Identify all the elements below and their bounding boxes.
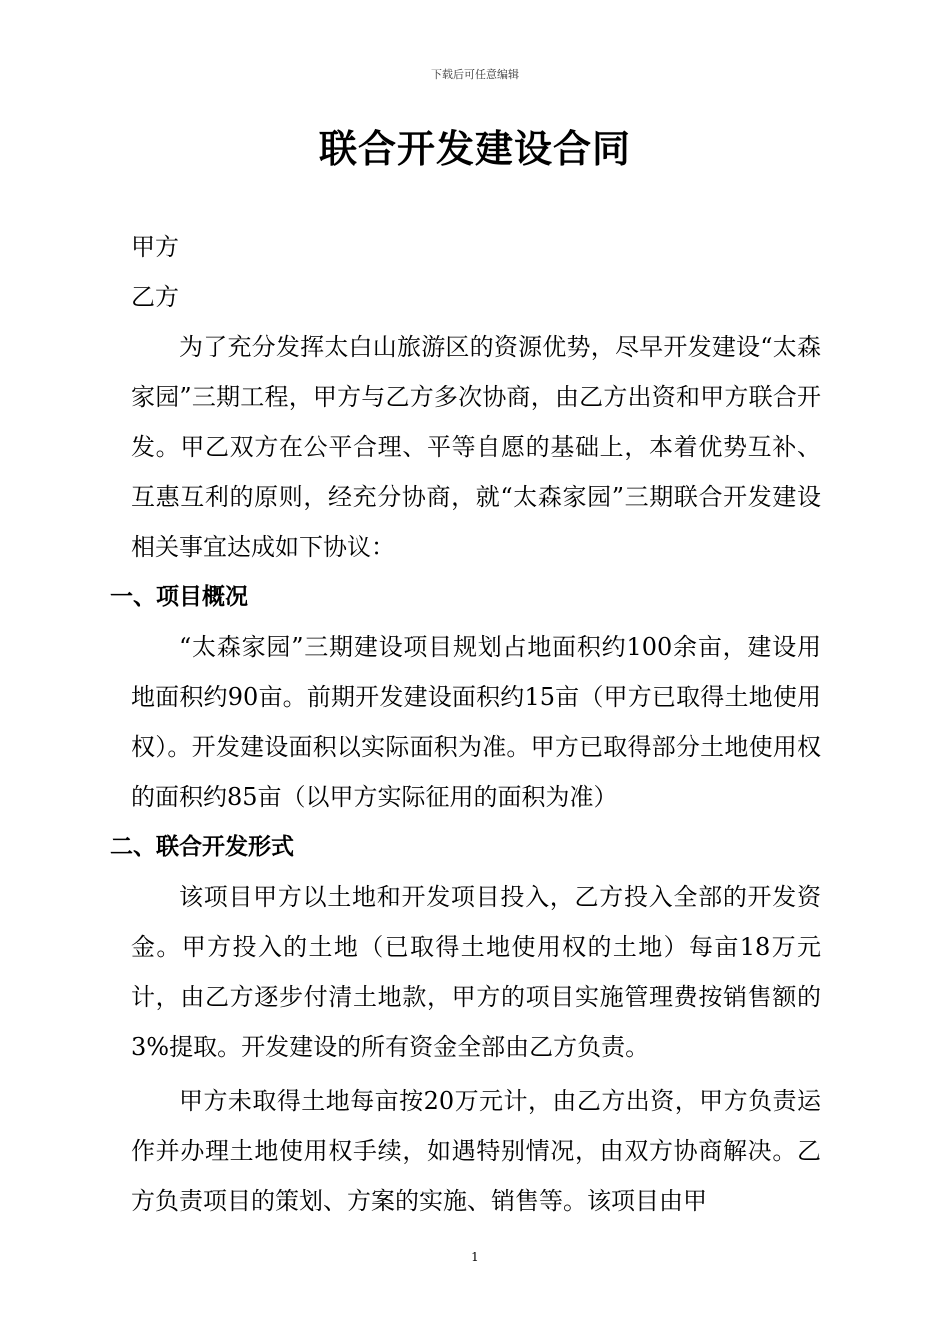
document-body bbox=[110, 222, 821, 1226]
page-header-note: 下载后可任意编辑 bbox=[431, 68, 519, 81]
section-heading-development-form: 二、联合开发形式 bbox=[110, 834, 294, 860]
development-form-paragraph-2: 甲方未取得土地每亩按20万元计，由乙方出资，甲方负责运作并办理土地使用权手续，如遇特别情况，由双方协商解决。乙方负责项目的策划、方案的实施、销售等。该项目由甲 bbox=[131, 1087, 821, 1215]
section-heading-overview: 一、项目概况 bbox=[110, 584, 248, 610]
party-a-label: 甲方 bbox=[131, 233, 179, 261]
party-b-label: 乙方 bbox=[131, 283, 179, 311]
overview-paragraph: “太森家园”三期建设项目规划占地面积约100余亩，建设用地面积约90亩。前期开发建设面积约15亩（甲方已取得土地使用权）。开发建设面积以实际面积为准。甲方已取得部分土地使用权的面积约85亩（以甲方实际征用的面积为准） bbox=[131, 633, 821, 811]
page-number: 1 bbox=[471, 1250, 479, 1264]
document-title: 联合开发建设合同 bbox=[318, 127, 631, 171]
development-form-paragraph-1: 该项目甲方以土地和开发项目投入，乙方投入全部的开发资金。甲方投入的土地（已取得土地使用权的土地）每亩18万元计，由乙方逐步付清土地款，甲方的项目实施管理费按销售额的3%提取。开发建设的所有资金全部由乙方负责。 bbox=[131, 883, 821, 1061]
intro-paragraph: 为了充分发挥太白山旅游区的资源优势，尽早开发建设“太森家园”三期工程，甲方与乙方多次协商，由乙方出资和甲方联合开发。甲乙双方在公平合理、平等自愿的基础上，本着优势互补、互惠互利的原则，经充分协商，就“太森家园”三期联合开发建设相关事宜达成如下协议： bbox=[131, 333, 821, 561]
